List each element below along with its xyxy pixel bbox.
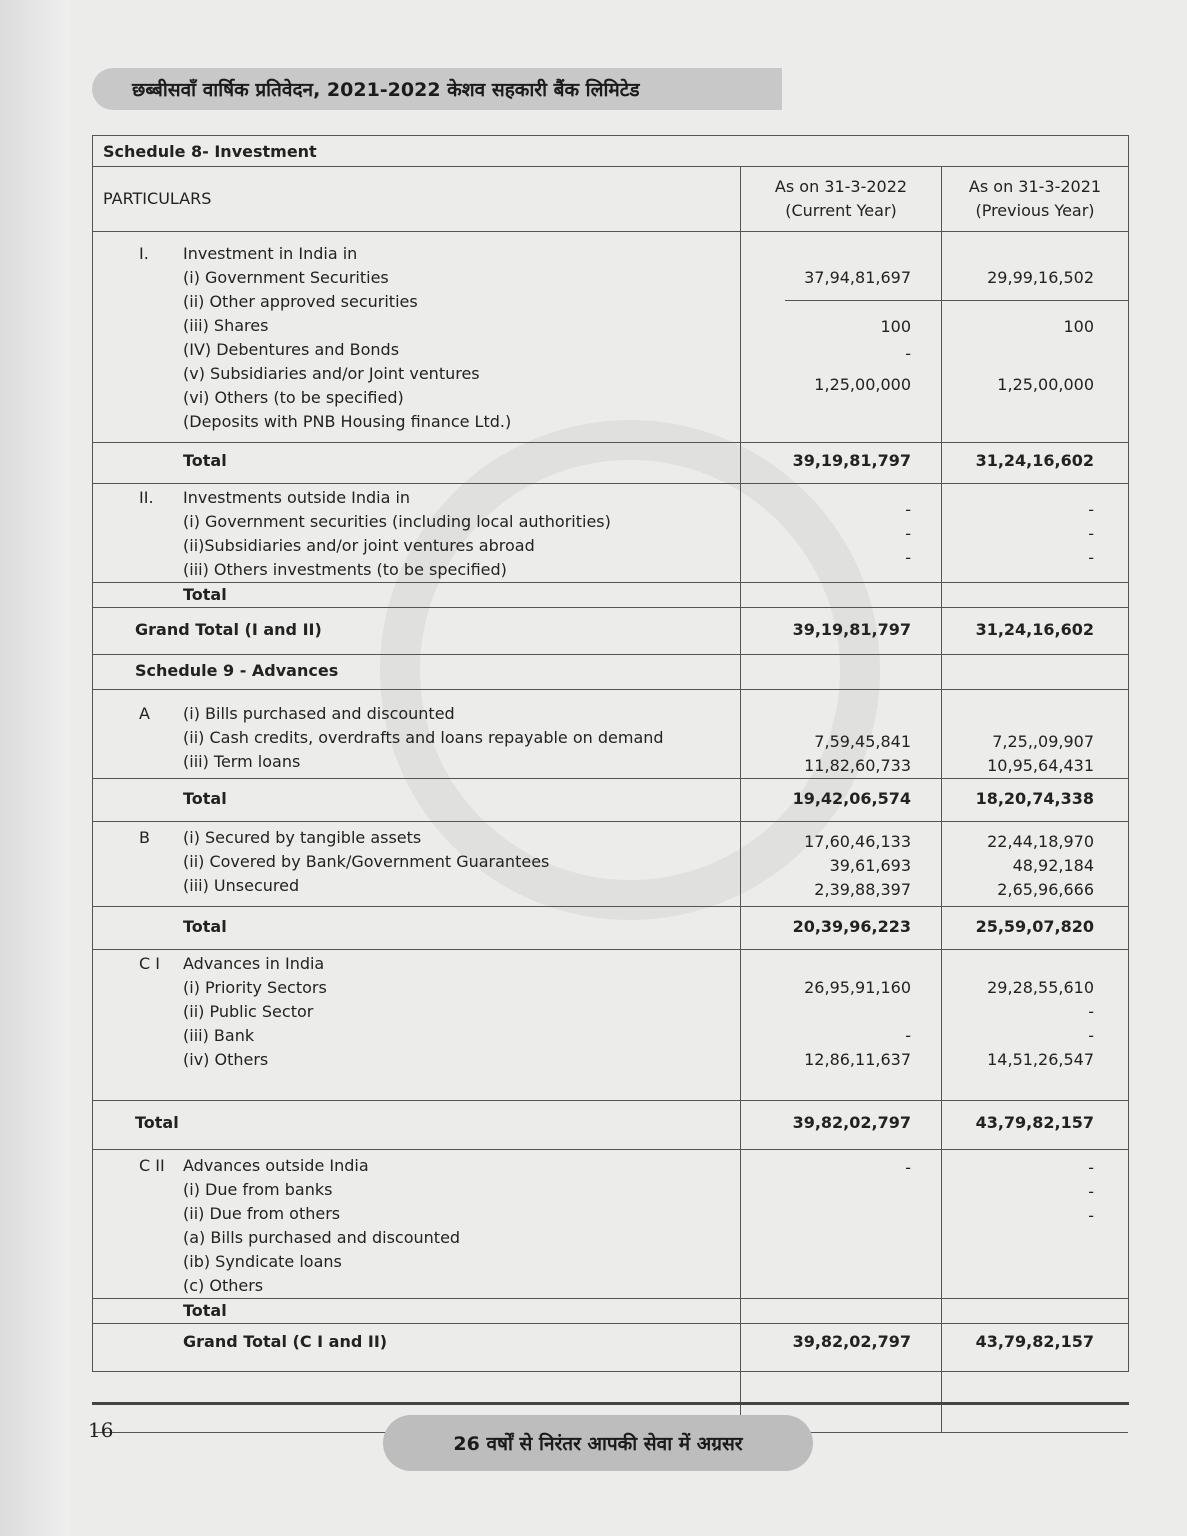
grand-total-1-label: Grand Total (I and II) [135, 620, 322, 639]
section-ci-total-current: 39,82,02,797 [741, 1101, 942, 1150]
list-item: (ii) Other approved securities [183, 292, 418, 311]
value-cell: 2,39,88,397 [814, 880, 911, 899]
value-cell: 22,44,18,970 [987, 832, 1094, 851]
value-cell: - [1088, 1158, 1094, 1177]
col-previous-line2: (Previous Year) [975, 201, 1095, 220]
section-2-total-label: Total [183, 585, 227, 604]
list-item: (iii) Unsecured [183, 876, 300, 895]
value-cell: 17,60,46,133 [804, 832, 911, 851]
value-cell: - [1088, 1026, 1094, 1045]
value-cell: - [1088, 1182, 1094, 1201]
value-cell: - [905, 500, 911, 519]
list-item: (iii) Shares [183, 316, 269, 335]
section-1-heading: Investment in India in [183, 244, 358, 263]
value-cell: 11,82,60,733 [804, 756, 911, 775]
value-cell: 100 [1063, 317, 1094, 336]
grand-total-1-current: 39,19,81,797 [741, 608, 942, 655]
grand-total-2-previous: 43,79,82,157 [942, 1324, 1129, 1367]
list-item: (ii)Subsidiaries and/or joint ventures abroad [183, 536, 535, 555]
value-cell: 37,94,81,697 [804, 268, 911, 287]
col-previous-line1: As on 31-3-2021 [968, 177, 1102, 196]
footer-divider [92, 1402, 1129, 1405]
list-item: (ii) Cash credits, overdrafts and loans repayable on demand [183, 728, 664, 747]
list-item: (i) Bills purchased and discounted [183, 704, 455, 723]
page-edge [0, 0, 70, 1536]
value-cell: - [905, 524, 911, 543]
section-1-key: I. [139, 244, 149, 263]
list-item: (i) Due from banks [183, 1180, 333, 1199]
value-cell: 1,25,00,000 [814, 375, 911, 394]
report-title: छब्बीसवाँ वार्षिक प्रतिवेदन, 2021-2022 केशव सहकारी बैंक लिमिटेड [132, 79, 640, 101]
list-item: (IV) Debentures and Bonds [183, 340, 400, 359]
list-item: (iii) Term loans [183, 752, 301, 771]
value-cell: - [905, 1026, 911, 1045]
list-item: (v) Subsidiaries and/or Joint ventures [183, 364, 480, 383]
section-cii-key: C II [139, 1156, 165, 1175]
section-2-heading: Investments outside India in [183, 488, 411, 507]
value-cell: - [905, 344, 911, 363]
section-b-total-label: Total [183, 917, 227, 936]
value-cell: 48,92,184 [1012, 856, 1094, 875]
list-item: (vi) Others (to be specified) [183, 388, 404, 407]
value-cell: 39,61,693 [829, 856, 911, 875]
section-a-key: A [139, 704, 150, 723]
list-item: (ii) Covered by Bank/Government Guarantees [183, 852, 550, 871]
value-cell: - [1088, 1206, 1094, 1225]
section-a-total-current: 19,42,06,574 [741, 779, 942, 822]
value-cell: 100 [880, 317, 911, 336]
section-cii-heading: Advances outside India [183, 1156, 369, 1175]
section-a-total-previous: 18,20,74,338 [942, 779, 1129, 822]
value-cell: 12,86,11,637 [804, 1050, 911, 1069]
section-1-total-label: Total [183, 451, 227, 470]
grand-total-2-current: 39,82,02,797 [741, 1324, 942, 1367]
section-cii-total-label: Total [183, 1301, 227, 1320]
schedule-8-title: Schedule 8- Investment [103, 142, 317, 161]
list-item: (ib) Syndicate loans [183, 1252, 342, 1271]
section-b-total-current: 20,39,96,223 [741, 907, 942, 950]
investment-advances-table [92, 135, 1129, 1372]
section-ci-heading: Advances in India [183, 954, 325, 973]
value-cell: - [1088, 1002, 1094, 1021]
list-item: (i) Government Securities [183, 268, 389, 287]
section-b-key: B [139, 828, 150, 847]
list-item: (a) Bills purchased and discounted [183, 1228, 461, 1247]
section-1-total-previous: 31,24,16,602 [942, 443, 1129, 484]
value-cell: - [905, 1158, 911, 1177]
value-cell: 29,99,16,502 [987, 268, 1094, 287]
section-ci-total-label: Total [135, 1113, 179, 1132]
list-item: (iii) Bank [183, 1026, 255, 1045]
section-1-total-current: 39,19,81,797 [741, 443, 942, 484]
list-item: (Deposits with PNB Housing finance Ltd.) [183, 412, 512, 431]
value-cell: 10,95,64,431 [987, 756, 1094, 775]
value-cell: - [1088, 524, 1094, 543]
list-item: (i) Government securities (including local authorities) [183, 512, 611, 531]
section-1-heading-row [93, 242, 740, 266]
value-cell: 7,25,,09,907 [992, 732, 1094, 751]
value-cell: 7,59,45,841 [814, 732, 911, 751]
list-item: (iii) Others investments (to be specified) [183, 560, 507, 579]
section-ci-total-previous: 43,79,82,157 [942, 1101, 1129, 1150]
footer-tagline-box [383, 1415, 813, 1471]
list-item: (ii) Public Sector [183, 1002, 314, 1021]
page-number: 16 [88, 1418, 114, 1442]
list-item: (i) Secured by tangible assets [183, 828, 422, 847]
value-cell: 2,65,96,666 [997, 880, 1094, 899]
value-cell: 14,51,26,547 [987, 1050, 1094, 1069]
grand-total-2-label: Grand Total (C I and II) [183, 1332, 388, 1351]
footer-tagline: 26 वर्षों से निरंतर आपकी सेवा में अग्रसर [453, 1433, 743, 1455]
list-item: (i) Priority Sectors [183, 978, 327, 997]
col-current-line2: (Current Year) [785, 201, 897, 220]
list-item: (ii) Due from others [183, 1204, 341, 1223]
list-item: (c) Others [183, 1276, 264, 1295]
grand-total-1-previous: 31,24,16,602 [942, 608, 1129, 655]
col-current-line1: As on 31-3-2022 [774, 177, 908, 196]
report-header [92, 68, 782, 110]
value-cell: 29,28,55,610 [987, 978, 1094, 997]
section-ci-key: C I [139, 954, 160, 973]
value-cell: - [905, 548, 911, 567]
section-b-total-previous: 25,59,07,820 [942, 907, 1129, 950]
value-cell: 1,25,00,000 [997, 375, 1094, 394]
schedule-9-title: Schedule 9 - Advances [135, 661, 339, 680]
section-2-key: II. [139, 488, 154, 507]
col-particulars: PARTICULARS [103, 189, 212, 208]
value-cell: - [1088, 548, 1094, 567]
list-item: (iv) Others [183, 1050, 269, 1069]
section-a-total-label: Total [183, 789, 227, 808]
value-cell: 26,95,91,160 [804, 978, 911, 997]
value-cell: - [1088, 500, 1094, 519]
